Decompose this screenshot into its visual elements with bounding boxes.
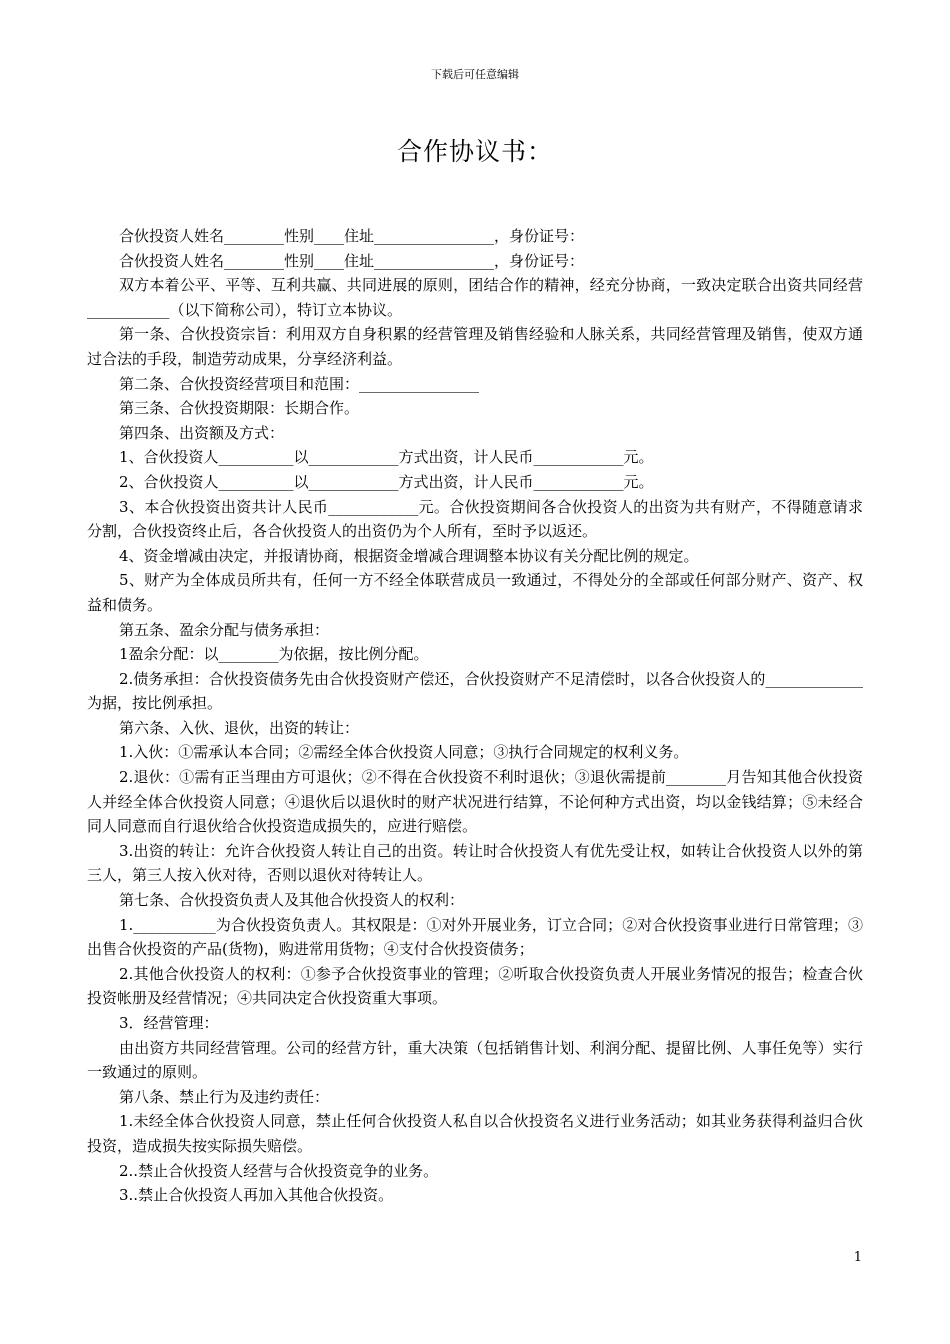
article-6-item-2: 2.退伙：①需有正当理由方可退伙；②不得在合伙投资不利时退伙；③退伙需提前________月告知其他合伙投资人并经全体合伙投资人同意；④退伙后以退伙时的财产状况进行结算，不论何种方式出资，均以金钱结算；⑤未经合同人同意而自行退伙给合伙投资造成损失的，应进行赔偿。 [87,768,863,836]
article-5-heading: 第五条、盈余分配与债务承担： [119,620,330,639]
article-5-item-1: 1盈余分配：以________为依据，按比例分配。 [119,645,429,664]
page-header: 下载后可任意编辑 [431,68,519,81]
article-4-item-4: 4、资金增减由决定，并报请协商，根据资金增减合理调整本协议有关分配比例的规定。 [119,546,699,565]
article-7-heading: 第七条、合伙投资负责人及其他合伙投资人的权利： [119,891,465,910]
article-6-item-1: 1.入伙：①需承认本合同；②需经全体合伙投资人同意；③执行合同规定的权利义务。 [119,743,689,762]
article-4-heading: 第四条、出资额及方式： [119,423,285,442]
article-4-item-2: 2、合伙投资人__________以____________方式出资，计人民币____________元。 [119,472,654,491]
article-6-item-3: 3.出资的转让：允许合伙投资人转让自己的出资。转让时合伙投资人有优先受让权，如转让合伙投资人以外的第三人，第三人按入伙对待，否则以退伙对待转让人。 [87,841,863,885]
article-7-item-3: 3．经营管理： [119,1014,219,1032]
article-7-item-1: 1.___________为合伙投资负责人。其权限是：①对外开展业务，订立合同；②对合伙投资事业进行日常管理；③出售合伙投资的产品(货物)，购进常用货物；④支付合伙投资债务； [87,915,863,959]
article-8-item-3: 3..禁止合伙投资人再加入其他合伙投资。 [119,1186,394,1205]
document-title: 合作协议书： [396,137,553,166]
article-6-heading: 第六条、入伙、退伙，出资的转让： [119,718,360,737]
article-4-item-3: 3、本合伙投资出资共计人民币____________元。合伙投资期间各合伙投资人的出资为共有财产，不得随意请求分割，合伙投资终止后，各合伙投资人的出资仍为个人所有，至时予以返还。 [87,497,863,541]
article-4-item-1: 1、合伙投资人__________以____________方式出资，计人民币____________元。 [119,448,654,467]
paragraph-partner-2: 合伙投资人姓名________性别____住址________________，身份证号： [119,251,585,270]
paragraph-partner-1: 合伙投资人姓名________性别____住址________________，身份证号： [119,227,585,245]
article-7-item-2: 2.其他合伙投资人的权利：①参予合伙投资事业的管理；②听取合伙投资负责人开展业务情况的报告；检查合伙投资帐册及经营情况；④共同决定合伙投资重大事项。 [87,964,863,1008]
article-8-heading: 第八条、禁止行为及违约责任： [119,1087,330,1106]
paragraph-preamble: 双方本着公平、平等、互利共赢、共同进展的原则，团结合作的精神，经充分协商，一致决定联合出资共同经营___________（以下简称公司），特订立本协议。 [87,276,863,319]
page-number: 1 [853,1250,862,1265]
article-8-item-2: 2..禁止合伙投资人经营与合伙投资竞争的业务。 [119,1161,439,1180]
document-body [87,224,863,1208]
article-4-item-5: 5、财产为全体成员所共有，任何一方不经全体联营成员一致通过，不得处分的全部或任何部分财产、资产、权益和债务。 [87,571,863,614]
article-1: 第一条、合伙投资宗旨：利用双方自身积累的经营管理及销售经验和人脉关系，共同经营管理及销售，使双方通过合法的手段，制造劳动成果，分享经济利益。 [87,325,863,368]
article-3: 第三条、合伙投资期限：长期合作。 [119,399,360,418]
article-7-item-3-body: 由出资方共同经营管理。公司的经营方针，重大决策（包括销售计划、利润分配、提留比例、人事任免等）实行一致通过的原则。 [87,1038,863,1082]
article-8-item-1: 1.未经全体合伙投资人同意，禁止任何合伙投资人私自以合伙投资名义进行业务活动；如其业务获得利益归合伙投资，造成损失按实际损失赔偿。 [87,1112,863,1155]
article-5-item-2: 2.债务承担：合伙投资债务先由合伙投资财产偿还，合伙投资财产不足清偿时，以各合伙投资人的_____________为据，按比例承担。 [87,669,863,713]
article-2: 第二条、合伙投资经营项目和范围：________________ [119,374,480,393]
